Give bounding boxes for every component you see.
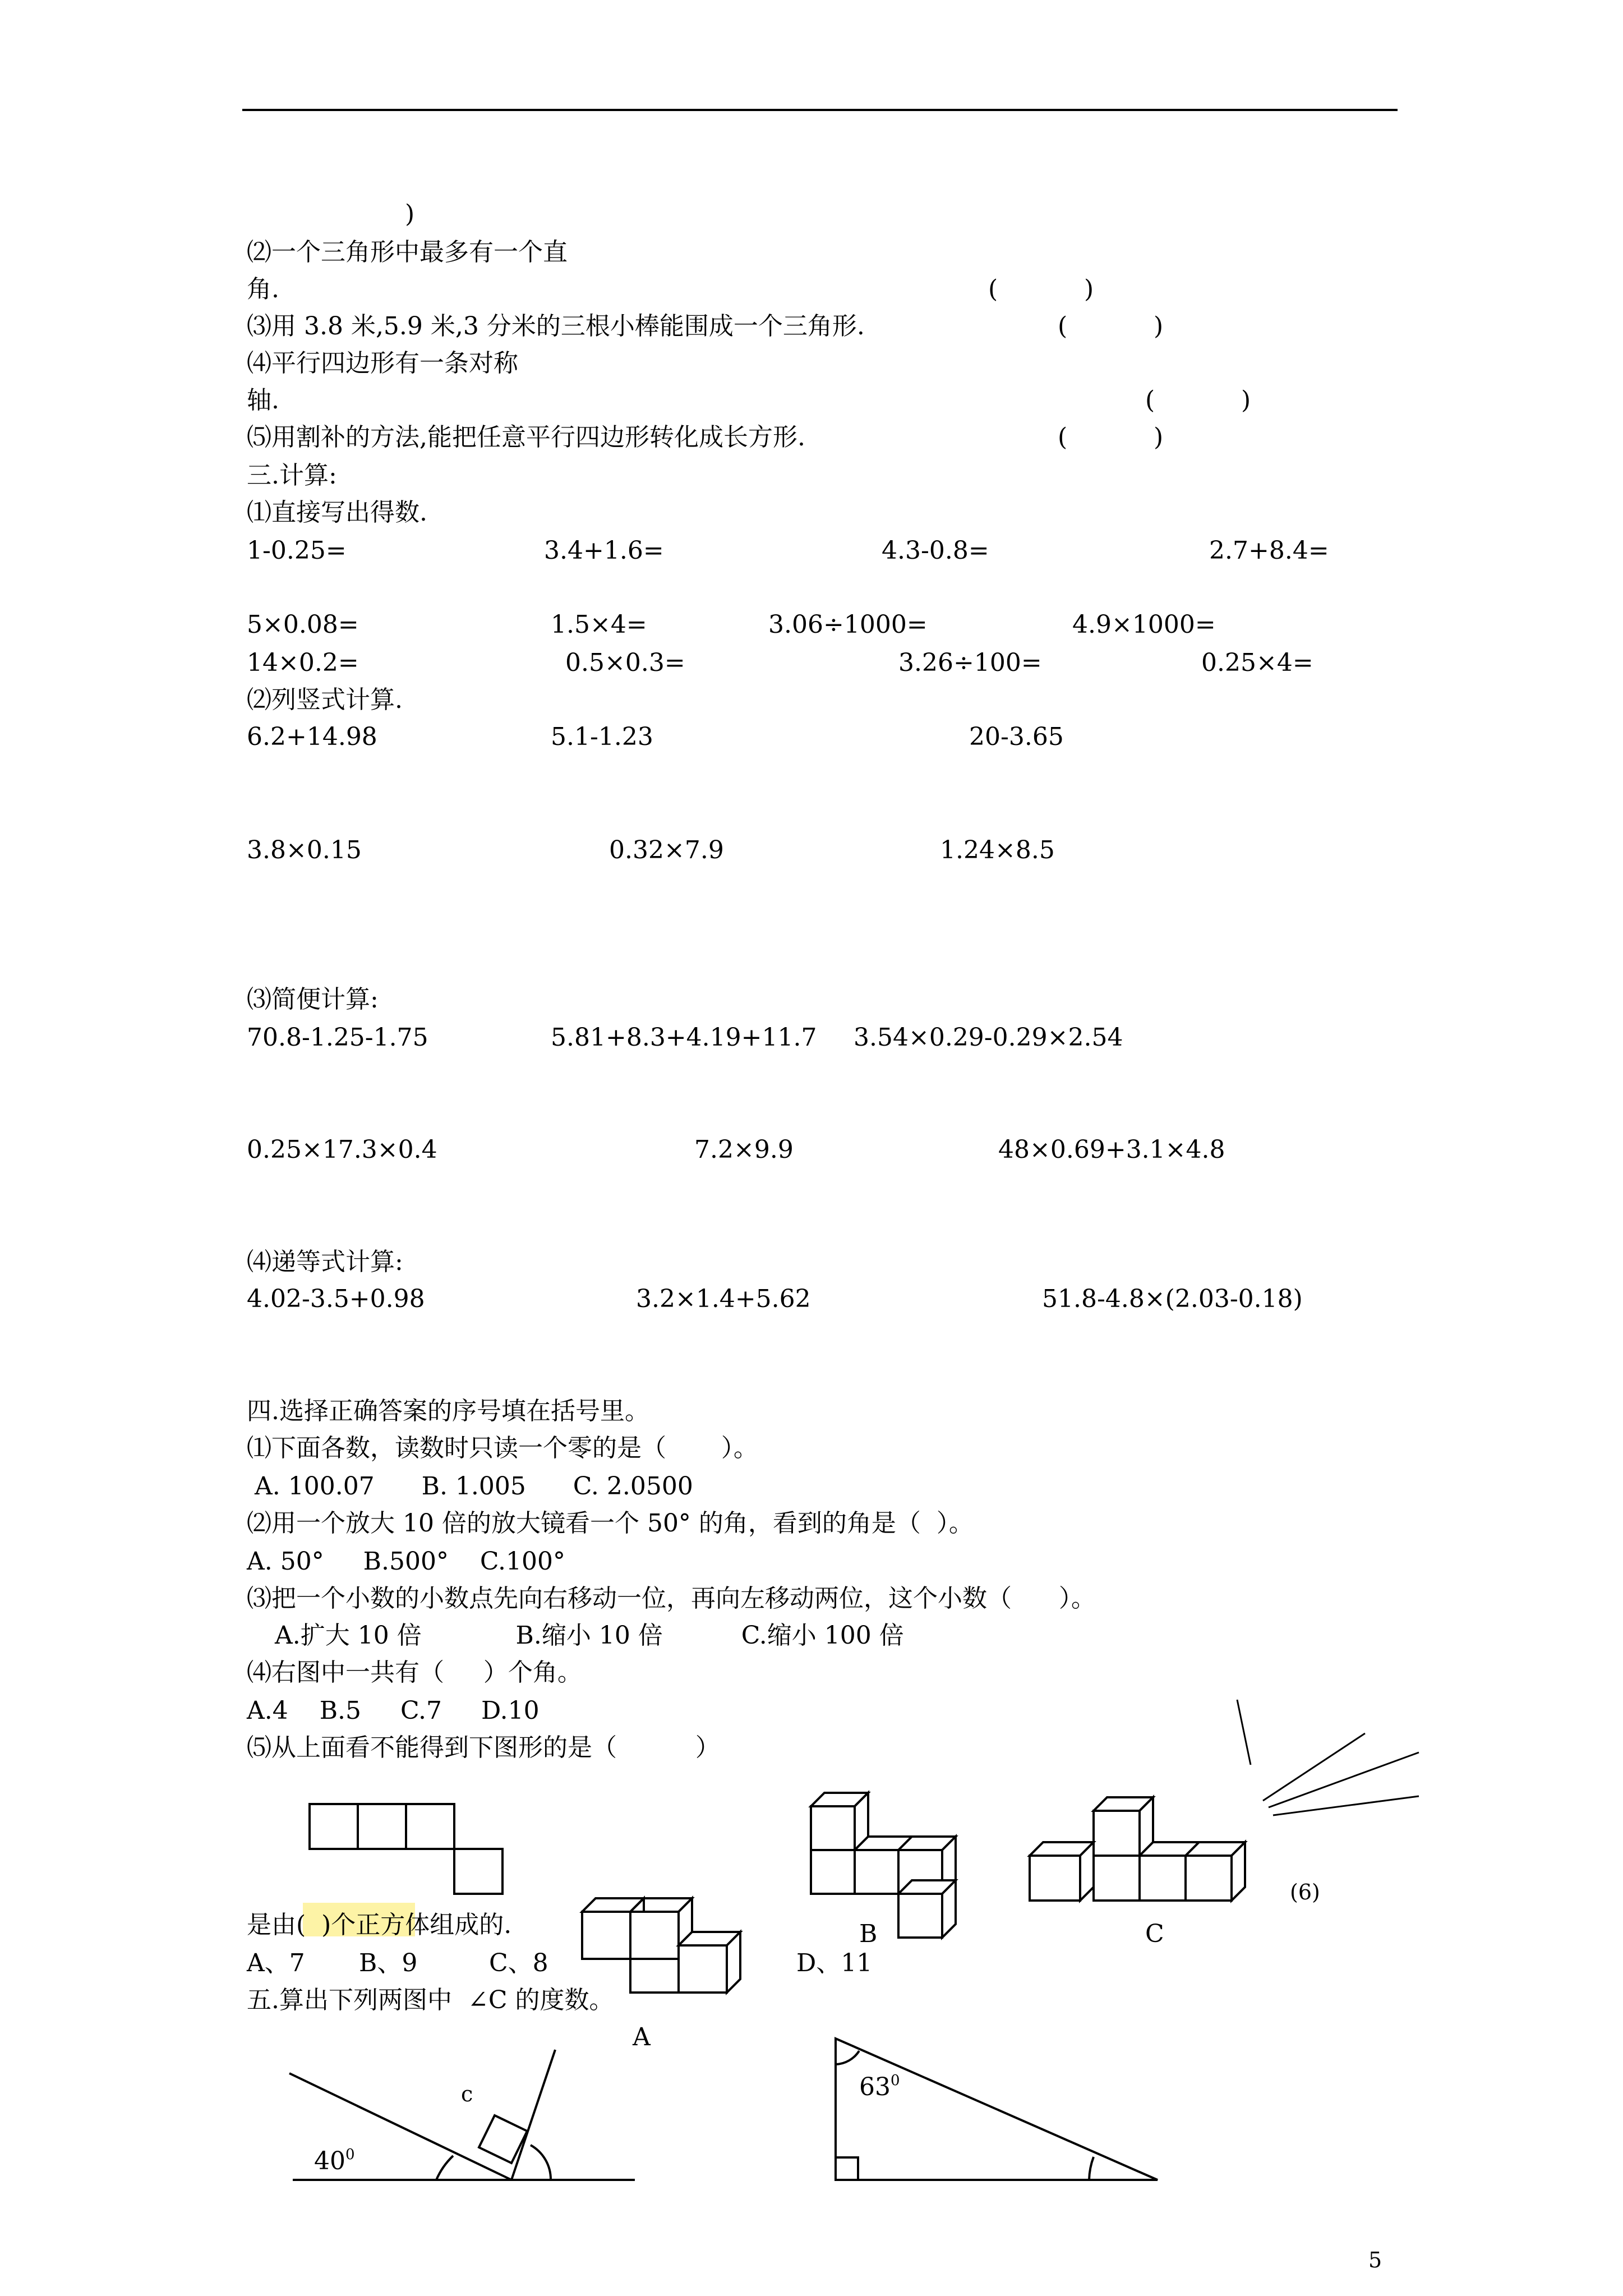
choice-q1: ⑴下面各数，读数时只读一个零的是（ ）。: [247, 1434, 758, 1462]
stepwise-calc: 4.02-3.5+0.98: [247, 1285, 425, 1313]
vertical-calc: 6.2+14.98: [247, 723, 377, 751]
angle-rays-figure: [1237, 1700, 1419, 1815]
section-3-sub3: ⑶简便计算:: [247, 985, 379, 1014]
cube-figure-b: [811, 1793, 956, 1938]
angle-63-label: $63^0$: [859, 2072, 900, 2101]
top-view-shape: [310, 1804, 502, 1894]
judge-q4-answer[interactable]: ( ): [1145, 386, 1251, 415]
vertical-calc: 3.8×0.15: [247, 836, 362, 864]
page-number: 5: [1368, 2248, 1382, 2272]
simple-calc: 5.81+8.3+4.19+11.7: [551, 1023, 817, 1052]
judge-q2-answer[interactable]: ( ): [988, 275, 1094, 303]
oral-calc: 0.25×4=: [1201, 648, 1313, 677]
angle-40-label: $40^0$: [314, 2146, 355, 2175]
choice-q3: ⑶把一个小数的小数点先向右移动一位，再向左移动两位，这个小数（ ）。: [247, 1584, 1096, 1613]
oral-calc: 1.5×4=: [551, 610, 647, 639]
judge-q3-answer[interactable]: ( ): [1058, 312, 1164, 341]
stepwise-calc: 51.8-4.8×(2.03-0.18): [1042, 1285, 1303, 1313]
oral-calc: 14×0.2=: [247, 648, 359, 677]
section-3-sub2: ⑵列竖式计算.: [247, 685, 403, 714]
vertical-calc: 5.1-1.23: [551, 723, 653, 751]
oral-calc: 4.3-0.8=: [882, 536, 989, 565]
judge-q4-line1: ⑷平行四边形有一条对称: [247, 349, 518, 378]
simple-calc: 3.54×0.29-0.29×2.54: [854, 1023, 1123, 1052]
oral-calc: 1-0.25=: [247, 536, 347, 565]
figure-label-b: B: [859, 1920, 878, 1948]
cube-figure-c: [1030, 1797, 1245, 1901]
choice-q6-option: A、7: [247, 1949, 305, 1977]
stepwise-calc: 3.2×1.4+5.62: [636, 1285, 811, 1313]
oral-calc: 4.9×1000=: [1072, 610, 1216, 639]
diagram-right: [836, 2039, 1158, 2180]
oral-calc: 2.7+8.4=: [1209, 536, 1329, 565]
choice-q6-option: D、11: [796, 1949, 873, 1977]
choice-q2: ⑵用一个放大 10 倍的放大镜看一个 50° 的角，看到的角是（ ）。: [247, 1509, 974, 1538]
simple-calc: 0.25×17.3×0.4: [247, 1135, 437, 1164]
choice-q2-options: A. 50° B.500° C.100°: [247, 1547, 565, 1576]
judge-q3: ⑶用 3.8 米,5.9 米,3 分米的三根小棒能围成一个三角形.: [247, 312, 865, 341]
choice-q4: ⑷右图中一共有（ ）个角。: [247, 1658, 582, 1687]
oral-calc: 3.4+1.6=: [544, 536, 664, 565]
section-4-heading: 四.选择正确答案的序号填在括号里。: [247, 1397, 649, 1425]
choice-q6-option: C、8: [489, 1949, 548, 1977]
vertical-calc: 1.24×8.5: [940, 836, 1055, 864]
diagram-label-c: c: [461, 2082, 473, 2106]
choice-q1-options: A. 100.07 B. 1.005 C. 2.0500: [247, 1472, 693, 1501]
diagram-left: [289, 2050, 635, 2180]
section-5-heading: 五.算出下列两图中 ∠C 的度数。: [247, 1986, 614, 2014]
section-3-sub1: ⑴直接写出得数.: [247, 498, 427, 527]
judge-q2-line1: ⑵一个三角形中最多有一个直: [247, 238, 568, 266]
oral-calc: 0.5×0.3=: [565, 648, 685, 677]
paren-close: ): [405, 200, 415, 228]
judge-q5: ⑸用割补的方法,能把任意平行四边形转化成长方形.: [247, 423, 805, 452]
cube-figure-a: [582, 1898, 740, 1993]
diagram-label-a: A: [633, 2023, 651, 2051]
choice-q4-options: A.4 B.5 C.7 D.10: [247, 1696, 540, 1725]
q6-number: (6): [1290, 1880, 1320, 1904]
choice-q6-option: B、9: [359, 1949, 418, 1977]
judge-q4-line2: 轴.: [247, 386, 279, 415]
vertical-calc: 0.32×7.9: [609, 836, 724, 864]
oral-calc: 5×0.08=: [247, 610, 359, 639]
judge-q2-line2: 角.: [247, 275, 279, 303]
oral-calc: 3.06÷1000=: [768, 610, 928, 639]
oral-calc: 3.26÷100=: [898, 648, 1042, 677]
judge-q5-answer[interactable]: ( ): [1058, 423, 1164, 452]
choice-q6: 是由( )个正方体组成的.: [247, 1911, 512, 1939]
simple-calc: 48×0.69+3.1×4.8: [998, 1135, 1225, 1164]
choice-q5: ⑸从上面看不能得到下图形的是（ ）: [247, 1733, 720, 1762]
choice-q3-options: A.扩大 10 倍 B.缩小 10 倍 C.缩小 100 倍: [275, 1621, 904, 1650]
vertical-calc: 20-3.65: [969, 723, 1064, 751]
simple-calc: 70.8-1.25-1.75: [247, 1023, 428, 1052]
section-3-heading: 三.计算:: [247, 461, 337, 490]
simple-calc: 7.2×9.9: [694, 1135, 794, 1164]
figure-label-c: C: [1145, 1920, 1164, 1948]
section-3-sub4: ⑷递等式计算:: [247, 1248, 403, 1276]
